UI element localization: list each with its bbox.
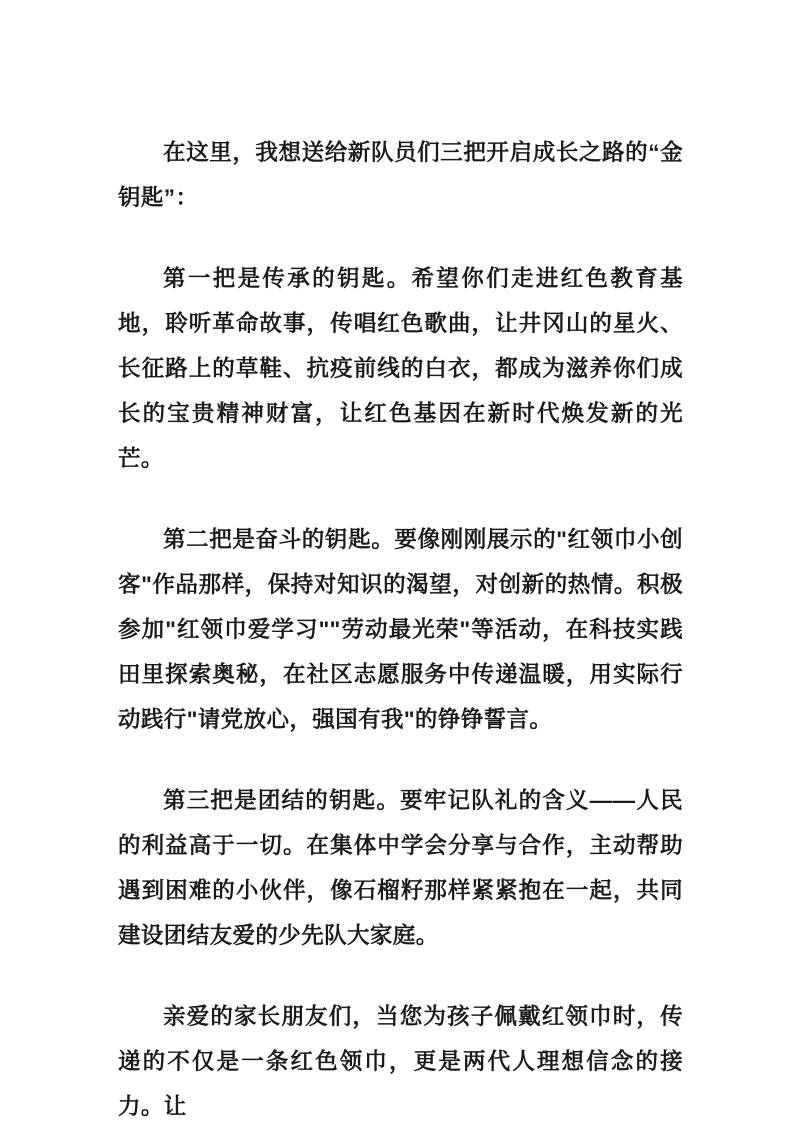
document-body [118,130,683,1129]
paragraph-4: 第三把是团结的钥匙。要牢记队礼的含义——人民的利益高于一切。在集体中学会分享与合作，主动帮助遇到困难的小伙伴，像石榴籽那样紧紧抱在一起，共同建设团结友爱的少先队大家庭。 [118,788,683,948]
paragraph-3: 第二把是奋斗的钥匙。要像刚刚展示的"红领巾小创客"作品那样，保持对知识的渴望，对创新的热情。积极参加"红领巾爱学习""劳动最光荣"等活动，在科技实践田里探索奥秘，在社区志愿服务中传递温暖，用实际行动践行"请党放心，强国有我"的铮铮誓言。 [118,527,683,732]
paragraph-2: 第一把是传承的钥匙。希望你们走进红色教育基地，聆听革命故事，传唱红色歌曲，让井冈山的星火、长征路上的草鞋、抗疫前线的白衣，都成为滋养你们成长的宝贵精神财富，让红色基因在新时代焕发新的光芒。 [118,266,683,471]
paragraph-5: 亲爱的家长朋友们，当您为孩子佩戴红领巾时，传递的不仅是一条红色领巾，更是两代人理想信念的接力。让 [118,1004,683,1119]
paragraph-1: 在这里，我想送给新队员们三把开启成长之路的“金钥匙”： [118,140,683,210]
